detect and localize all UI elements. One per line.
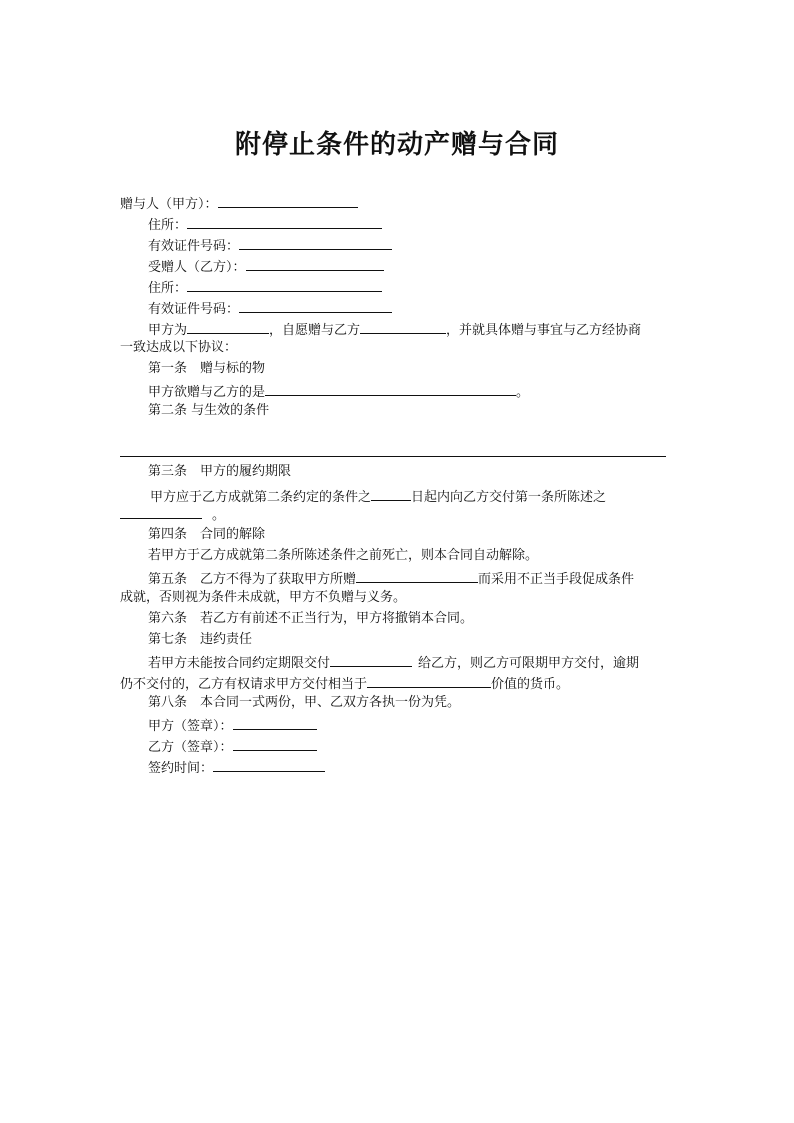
intro-blank-2[interactable] <box>360 320 446 334</box>
donee-label: 受赠人（乙方）： <box>148 260 246 275</box>
intro-text-a: 甲方为 <box>148 323 188 338</box>
condition-blank-line[interactable] <box>120 456 666 457</box>
party-a-signature-blank[interactable] <box>233 716 317 730</box>
article-7-text-2 <box>120 674 569 693</box>
article-3-text-a: 甲方应于乙方成就第二条约定的条件之 <box>150 490 372 505</box>
intro-text-b: ，自愿赠与乙方 <box>269 323 361 338</box>
donee-id-label: 有效证件号码： <box>148 302 240 317</box>
article-1-text-a: 甲方欲赠与乙方的是 <box>148 385 266 400</box>
article-7-text <box>148 653 639 672</box>
donee-blank[interactable] <box>246 257 384 271</box>
donor-address-line <box>148 215 382 234</box>
article-5-text-2: 成就，否则视为条件未成就，甲方不负赠与义务。 <box>120 590 407 605</box>
article-4-text: 若甲方于乙方成就第二条所陈述条件之前死亡，则本合同自动解除。 <box>148 548 539 563</box>
article-7-blank-1[interactable] <box>330 653 412 667</box>
donor-address-label: 住所： <box>148 218 188 233</box>
donee-address-blank[interactable] <box>187 278 382 292</box>
party-b-signature-line <box>148 737 317 756</box>
article-3-text <box>150 487 606 506</box>
intro-line-2: 一致达成以下协议： <box>120 340 238 355</box>
article-7-blank-2[interactable] <box>367 674 491 688</box>
article-1-heading: 第一条 赠与标的物 <box>148 361 266 376</box>
party-a-signature-label: 甲方（签章）： <box>148 719 233 734</box>
article-1-text <box>148 382 529 401</box>
article-1-text-b: 。 <box>516 385 530 400</box>
days-blank[interactable] <box>371 487 411 501</box>
intro-text-c: ，并就具体赠与事宜与乙方经协商 <box>446 323 642 338</box>
article-2-heading: 第二条 与生效的条件 <box>148 403 270 418</box>
article-3-text-c: 。 <box>212 508 226 523</box>
donee-id-line <box>148 299 392 318</box>
donee-line <box>148 257 384 276</box>
document-title: 附停止条件的动产赠与合同 <box>234 130 559 160</box>
donor-id-label: 有效证件号码： <box>148 239 240 254</box>
article-4-heading: 第四条 合同的解除 <box>148 527 266 542</box>
article-7-text-a: 若甲方未能按合同约定期限交付 <box>148 656 331 671</box>
article-5-text-a: 第五条 乙方不得为了获取甲方所赠 <box>148 572 357 587</box>
article-3-text-b: 日起内向乙方交付第一条所陈述之 <box>411 490 607 505</box>
article-5-blank[interactable] <box>356 569 478 583</box>
article-3-text-2 <box>120 505 225 524</box>
article-3-heading: 第三条 甲方的履约期限 <box>148 464 292 479</box>
donee-id-blank[interactable] <box>239 299 392 313</box>
party-b-signature-blank[interactable] <box>233 737 317 751</box>
signing-date-line <box>148 758 325 777</box>
article-7-heading: 第七条 违约责任 <box>148 632 253 647</box>
article-8-text: 第八条 本合同一式两份，甲、乙双方各执一份为凭。 <box>148 695 461 710</box>
gift-item-blank[interactable] <box>265 382 516 396</box>
party-a-signature-line <box>148 716 317 735</box>
intro-line-1 <box>148 320 641 339</box>
donor-id-line <box>148 236 392 255</box>
article-6-text: 第六条 若乙方有前述不正当行为，甲方将撤销本合同。 <box>148 611 474 626</box>
donor-id-blank[interactable] <box>239 236 392 250</box>
donee-address-label: 住所： <box>148 281 188 296</box>
article-7-text-d: 价值的货币。 <box>491 677 570 692</box>
donor-line <box>120 194 358 213</box>
article-5-text <box>148 569 634 588</box>
signing-date-label: 签约时间： <box>148 761 214 776</box>
donee-address-line <box>148 278 382 297</box>
donor-blank[interactable] <box>218 194 358 208</box>
delivery-item-blank[interactable] <box>120 505 202 519</box>
donor-address-blank[interactable] <box>187 215 382 229</box>
intro-blank-1[interactable] <box>187 320 269 334</box>
article-7-text-b: 给乙方，则乙方可限期甲方交付，逾期 <box>418 656 640 671</box>
article-7-text-c: 仍不交付的，乙方有权请求甲方交付相当于 <box>120 677 368 692</box>
article-5-text-b: 而采用不正当手段促成条件 <box>478 572 635 587</box>
donor-label: 赠与人（甲方）： <box>120 197 218 212</box>
party-b-signature-label: 乙方（签章）： <box>148 740 233 755</box>
signing-date-blank[interactable] <box>213 758 325 772</box>
